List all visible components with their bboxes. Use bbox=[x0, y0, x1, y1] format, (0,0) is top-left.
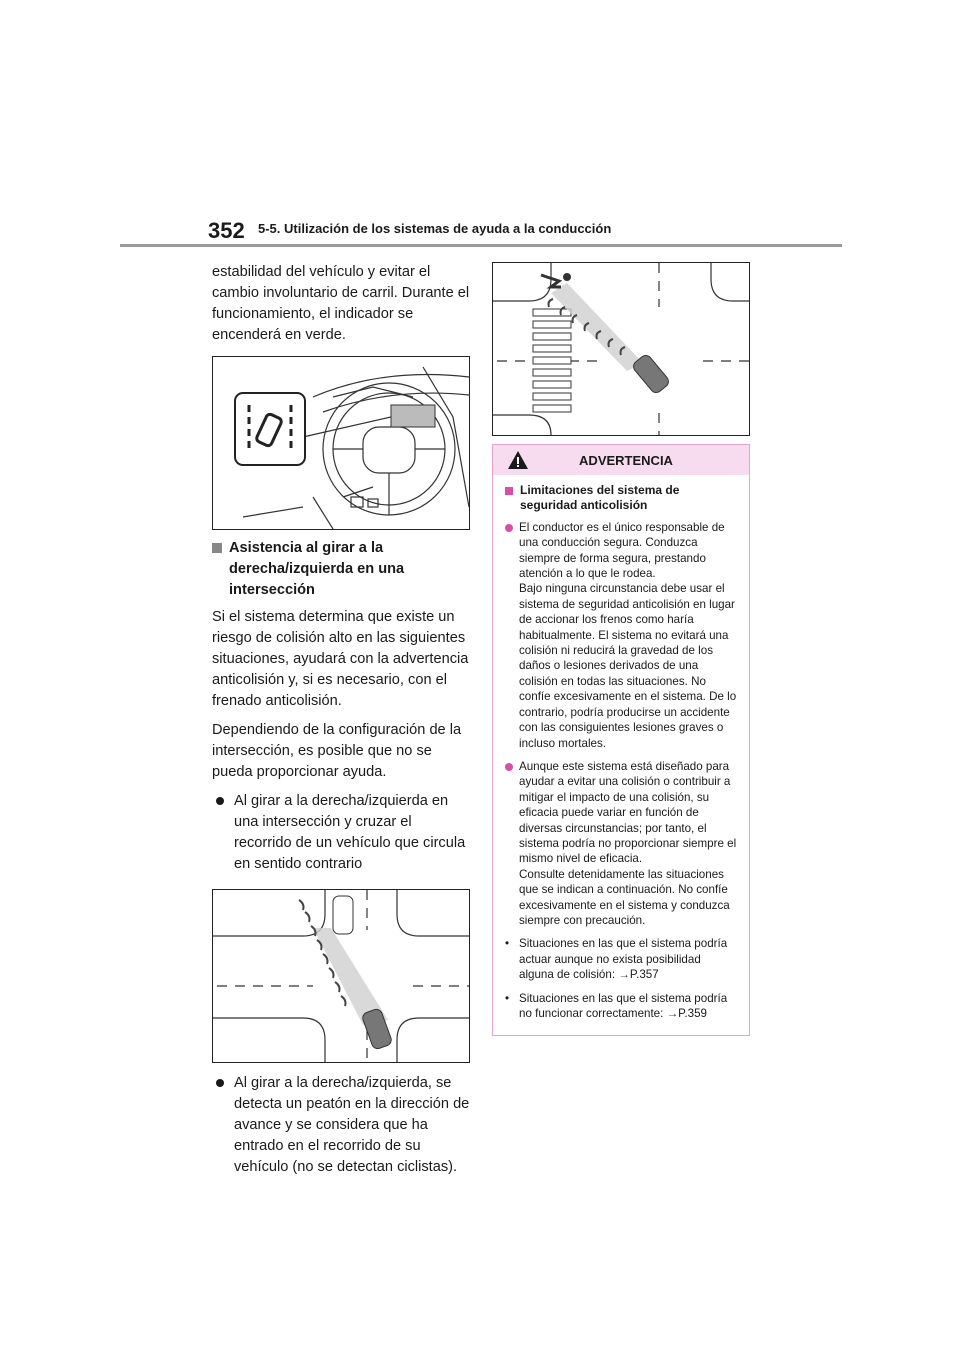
warning-body bbox=[493, 475, 749, 1035]
warning-subitem-1 bbox=[505, 936, 737, 982]
warning-subitem-text: Situaciones en las que el sistema podría no funcionar correctamente: →P.359 bbox=[519, 991, 728, 1020]
header-rule bbox=[120, 244, 842, 247]
bullet-text: Al girar a la derecha/izquierda, se detecta un peatón en la dirección de avance y se considera que ha entrado en el recorrido de su vehículo (no se detectan ciclistas). bbox=[234, 1075, 470, 1175]
warning-box bbox=[492, 444, 750, 1036]
intersection-assist-heading bbox=[212, 538, 470, 601]
warning-item-2 bbox=[505, 759, 737, 928]
steering-wheel-illustration bbox=[213, 357, 469, 529]
warning-subitem-2 bbox=[505, 991, 737, 1022]
bullet-dot-icon bbox=[505, 763, 513, 771]
square-bullet-icon bbox=[212, 543, 222, 553]
square-bullet-icon bbox=[505, 487, 513, 495]
right-column bbox=[492, 262, 750, 1036]
bullet-dot-icon bbox=[216, 1079, 224, 1087]
intersection-pedestrian-illustration bbox=[493, 263, 749, 435]
paragraph-risk: Si el sistema determina que existe un riesgo de colisión alto en las siguientes situaciones, ayudará con la advertencia anticolisión y, si es necesario, con el frenado anticolisión. bbox=[212, 609, 469, 709]
bullet-dot-icon bbox=[505, 524, 513, 532]
warning-item-text: El conductor es el único responsable de una conducción segura. Conduzca siempre de forma segura, prestando atención a lo que le rodea. Bajo ninguna circunstancia debe usar el sistema de seguridad anticolisión en lugar de accionar los frenos como haría habitualmente. El sistema no evitará una colisión ni reducirá la gravedad de los daños o lesiones derivados de una colisión en todas las situaciones. No confíe excesivamente en el sistema. De lo contrario, podría producirse un accidente con las consiguientes lesiones graves o incluso mortales. bbox=[519, 520, 737, 750]
bullet-dot-icon bbox=[216, 797, 224, 805]
bullet-mark: • bbox=[505, 937, 510, 951]
heading-text: Asistencia al girar a la derecha/izquierda en una intersección bbox=[229, 540, 405, 598]
warning-heading bbox=[505, 483, 737, 514]
bullet-text: Al girar a la derecha/izquierda en una intersección y cruzar el recorrido de un vehículo que circula en sentido contrario bbox=[234, 793, 466, 872]
pedestrian-figure bbox=[492, 262, 750, 436]
section-title: 5-5. Utilización de los sistemas de ayuda a la conducción bbox=[258, 221, 612, 236]
warning-header bbox=[493, 445, 749, 475]
warning-item-text: Aunque este sistema está diseñado para ayudar a evitar una colisión o contribuir a mitigar el impacto de una colisión, su eficacia puede variar en función de diversas circunstancias; por tanto, el sistema podría no proporcionar siempre el mismo nivel de eficacia. Consulte detenidamente las situaciones que se indican a continuación. No confíe excesivamente en el sistema y conduzca siempre con precaución. bbox=[519, 759, 737, 927]
warning-title: ADVERTENCIA bbox=[579, 452, 673, 468]
bullet-pedestrian bbox=[212, 1073, 470, 1178]
intersection-oncoming-illustration bbox=[213, 890, 469, 1062]
bullet-oncoming-vehicle bbox=[212, 791, 470, 875]
warning-item-1 bbox=[505, 520, 737, 751]
warning-subitem-text: Situaciones en las que el sistema podría actuar aunque no exista posibilidad alguna de colisión: →P.357 bbox=[519, 937, 728, 982]
dashboard-figure bbox=[212, 356, 470, 530]
paragraph-config: Dependiendo de la configuración de la intersección, es posible que no se pueda proporcionar ayuda. bbox=[212, 722, 462, 780]
bullet-mark: • bbox=[505, 991, 510, 1005]
page-number: 352 bbox=[208, 218, 245, 243]
left-column bbox=[212, 262, 470, 1186]
intro-paragraph: estabilidad del vehículo y evitar el cambio involuntario de carril. Durante el funcionamiento, el indicador se encenderá en verde. bbox=[212, 264, 470, 343]
oncoming-vehicle-figure bbox=[212, 889, 470, 1063]
warning-triangle-icon bbox=[507, 450, 529, 470]
warning-heading-text: Limitaciones del sistema de seguridad anticolisión bbox=[520, 483, 680, 513]
